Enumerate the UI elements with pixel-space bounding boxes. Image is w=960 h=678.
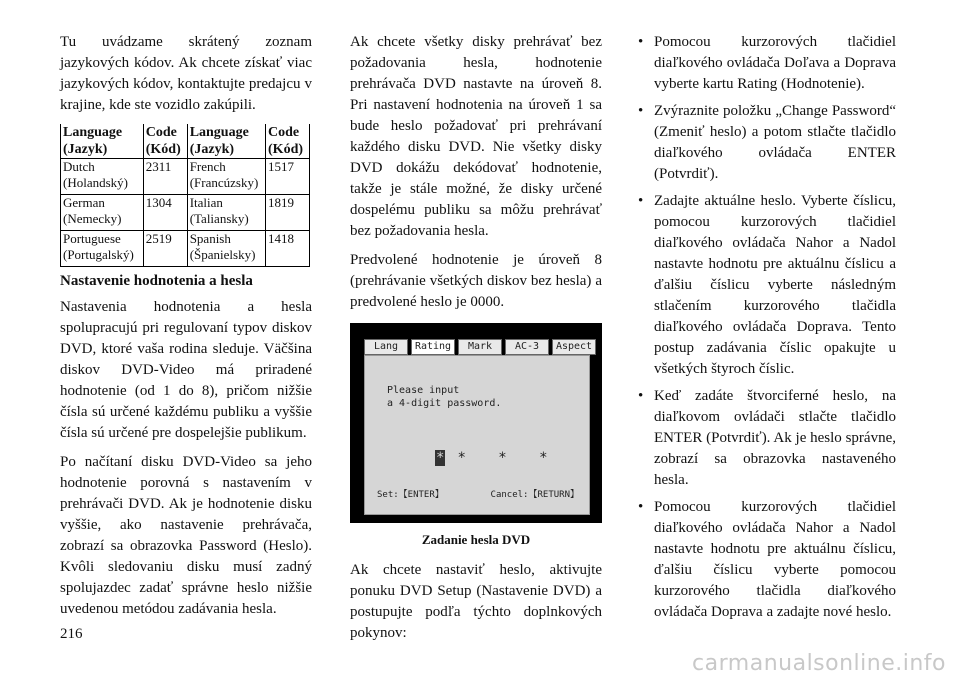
- password-prompt: [387, 384, 501, 410]
- list-item: • Zadajte aktuálne heslo. Vyberte číslicu, pomocou kurzorových tlačidiel diaľkového ovládača Nahor a Nadol nastavte hodnotu pre aktuálnu číslicu a ďalšiu číslicu vyberte následným stlačením kurzorového tlačidla diaľkového ovládača Doprava. Tento postup zadávania číslic opakujte u všetkých štyroch číslic.: [638, 191, 896, 380]
- set-hint: Set:【ENTER】: [377, 490, 444, 500]
- list-item: • Zvýraznite položku „Change Password“ (Zmeniť heslo) a potom stlačte tlačidlo diaľkového ovládača ENTER (Potvrdiť).: [638, 101, 896, 185]
- prompt-line: a 4-digit password.: [387, 398, 502, 409]
- header-language-1: Language (Jazyk): [61, 124, 144, 159]
- table-cell: 1418: [266, 231, 310, 267]
- dvd-password-screen-image: [350, 323, 602, 523]
- password-mask: * * *: [457, 450, 560, 466]
- list-item: • Pomocou kurzorových tlačidiel diaľkového ovládača Nahor a Nadol nastavte hodnotu pre aktuálnu číslicu, ďalšiu číslicu vyberte pomocou kurzorového tlačidla diaľkového ovládača Doprava a zadajte nové heslo.: [638, 497, 896, 623]
- column-right: [638, 32, 896, 629]
- table-row: [61, 231, 310, 267]
- intro-paragraph: Tu uvádzame skrátený zoznam jazykových kódov. Ak chcete získať viac jazykových kódov, kontaktujte predajcu v krajine, kde ste vozidlo zakúpili.: [60, 34, 312, 113]
- table-cell: German (Nemecky): [61, 195, 144, 231]
- dvd-setup-tabs: [364, 339, 599, 355]
- body-paragraph: Ak chcete všetky disky prehrávať bez požadovania hesla, hodnotenie prehrávača DVD nastavte na úroveň 8. Pri nastavení hodnotenia na úroveň 1 sa bude heslo požadovať pri prehrávaní každého disku DVD. Nie všetky disky DVD dokážu dekódovať hodnotenie, takže je stále možné, že disky určené dospelému publiku sa môžu prehrávať bez požadovania hesla.: [350, 34, 602, 239]
- password-panel: [364, 355, 590, 515]
- table-cell: 1819: [266, 195, 310, 231]
- prompt-line: Please input: [387, 385, 460, 396]
- table-cell: Portuguese (Portugalský): [61, 231, 144, 267]
- table-row: [61, 159, 310, 195]
- body-paragraph: Nastavenia hodnotenia a hesla spolupracujú pri regulovaní typov diskov DVD, ktoré vaša rodina sleduje. Väčšina diskov DVD-Video má priradené hodnotenie (od 1 do 8), pričom nižšie čísla sú určené každému publiku a vyššie čísla sú určené pre dospelejšie publikum.: [60, 299, 312, 441]
- table-cell: Italian (Taliansky): [187, 195, 265, 231]
- table-cell: 1517: [266, 159, 310, 195]
- header-code-1: Code (Kód): [143, 124, 187, 159]
- tab-mark: Mark: [458, 339, 502, 355]
- header-language-2: Language (Jazyk): [187, 124, 265, 159]
- body-paragraph: Po načítaní disku DVD-Video sa jeho hodnotenie porovná s nastavením v prehrávači DVD. Ak je hodnotenie disku vyššie, ako nastavenie prehrávača, zobrazí sa obrazovka Password (Heslo). Kvôli sledovaniu disku musí zadný spolujazdec zadať správne heslo nižšie uvedenou metódou zadávania hesla.: [60, 454, 312, 617]
- password-digits: [435, 448, 560, 469]
- list-item: • Pomocou kurzorových tlačidiel diaľkového ovládača Doľava a Doprava vyberte kartu Rating (Hodnotenie).: [638, 32, 896, 95]
- table-cell: 1304: [143, 195, 187, 231]
- tab-aspect: Aspect: [552, 339, 596, 355]
- watermark: carmanualsonline.info: [692, 651, 946, 676]
- section-heading: Nastavenie hodnotenia a hesla: [60, 273, 253, 289]
- table-cell: Dutch (Holandský): [61, 159, 144, 195]
- tab-lang: Lang: [364, 339, 408, 355]
- list-item: • Keď zadáte štvorciferné heslo, na diaľkovom ovládači stlačte tlačidlo ENTER (Potvrdiť). Ak je heslo správne, zobrazí sa obrazovka nastaveného hesla.: [638, 386, 896, 491]
- table-cell: Spanish (Španielsky): [187, 231, 265, 267]
- table-cell: 2519: [143, 231, 187, 267]
- column-middle: [350, 32, 602, 652]
- password-cursor: *: [436, 450, 445, 466]
- language-code-table: [60, 124, 310, 267]
- table-row: [61, 195, 310, 231]
- body-paragraph: Ak chcete nastaviť heslo, aktivujte ponuku DVD Setup (Nastavenie DVD) a postupujte podľa týchto doplnkových pokynov:: [350, 562, 602, 641]
- page-number: 216: [60, 626, 83, 642]
- cancel-hint: Cancel:【RETURN】: [490, 490, 579, 500]
- figure-caption: Zadanie hesla DVD: [421, 532, 531, 547]
- body-paragraph: Predvolené hodnotenie je úroveň 8 (prehrávanie všetkých diskov bez hesla) a predvolené heslo je 0000.: [350, 252, 602, 310]
- tab-rating: Rating: [411, 339, 455, 355]
- table-cell: 2311: [143, 159, 187, 195]
- table-cell: French (Francúzsky): [187, 159, 265, 195]
- table-header-row: [61, 124, 310, 159]
- column-left: [60, 32, 312, 628]
- header-code-2: Code (Kód): [266, 124, 310, 159]
- instruction-list: [638, 32, 896, 623]
- tab-ac3: AC-3: [505, 339, 549, 355]
